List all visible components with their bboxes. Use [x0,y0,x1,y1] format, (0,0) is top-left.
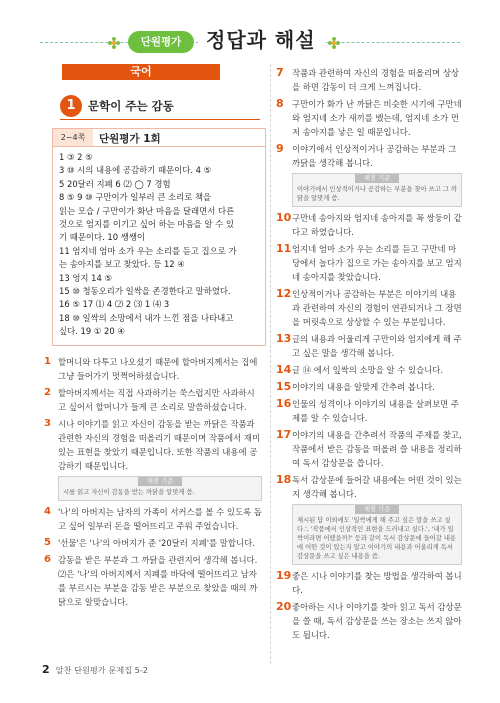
item-text: 독서 감상문에 들어갈 내용에는 어떤 것이 있는지 생각해 봅니다. [292,475,462,499]
answer-row: 18 ⑩ 일싹의 소망에서 내가 느낀 점을 나타내고 [59,312,234,323]
answer-row: 싶다. 19 ① 20 ④ [59,326,125,337]
grading-criteria-label: 채점 기준 [355,174,399,183]
grading-criteria-text: 시를 읽고 자신이 감동을 받는 까닭을 알맞게 씀. [63,489,195,496]
explanation-list-right [276,66,462,645]
item-text: 인상적이거나 공감하는 부분은 이야기의 내용과 관련하여 자신의 경험이 연관되거나 그 장면을 머릿속으로 상상할 수 있는 부분입니다. [292,289,462,327]
answer-row: 기 때문이다. 10 쌩쌩이 [59,232,146,243]
item-text: 좋은 시나 이야기를 찾는 방법을 생각하여 봅니다. [292,571,462,595]
item-text: '선물'은 '나'의 아버지가 준 '20달러 지폐'를 말합니다. [58,538,255,548]
item-number: 14 [276,363,292,376]
explanation-item [44,355,262,383]
item-number: 15 [276,380,292,393]
grading-criteria-label: 채점 기준 [138,477,182,486]
subject-label: 국어 [62,64,220,80]
answer-row: 3 ⑩ 시의 내용에 공감하기 때문이다. 4 ⑤ [59,165,212,176]
explanation-item [44,553,262,609]
test-label: 단원평가 1회 [99,133,161,145]
item-number: 17 [276,428,292,441]
item-text: 할아버지께서는 직접 사과하기는 쑥스럽지만 사과하시고 싶어서 할머니가 들게 큰 소리로 말씀하셨습니다. [58,388,255,412]
grading-criteria-text: 제시된 답 이외에도 '일싹에게 해 주고 싶은 말을 쓰고 싶다.', '작품에서 인상적인 표현을 드러내고 싶다.', '내가 일싹이라면 어땠을까?' 등과 같이 독서 감상문에 들어갈 내용에 어떤 것이 있는지 알고 이야기의 내용과 어울리게 독서 감상문을 쓰고 싶은 내용을 씀. [297,517,456,560]
item-number: 1 [44,356,51,367]
item-text: 구만네 송아지와 엄지네 송아지를 꼭 쌍둥이 같다고 하였습니다. [292,213,462,237]
unit-number: 1 [60,95,82,117]
answer-row: 1 ③ 2 ⑤ [59,152,93,162]
explanation-item [276,287,462,329]
explanation-list-left [44,355,262,612]
item-text: 이야기에서 인상적이거나 공감하는 부분과 그 까닭을 생각해 봅니다. [292,144,457,168]
explanation-item [44,386,262,414]
page-header [0,22,500,62]
explanation-item [276,142,462,170]
item-number: 10 [276,211,292,224]
explanation-item [276,97,462,139]
item-number: 8 [276,97,284,110]
item-text: 작품과 관련하여 자신의 경험을 떠올리며 상상을 하면 감동이 더 크게 느껴집니다. [292,68,460,92]
answer-row: 15 ⑩ 청동오리가 일싹을 존경한다고 말하였다. [59,286,231,297]
explanation-item [276,332,462,360]
answer-row: 것으로 엄지를 이기고 싶어 하는 마음을 알 수 있 [59,219,235,230]
item-number: 18 [276,473,292,486]
item-number: 9 [276,142,284,155]
item-number: 19 [276,569,292,582]
book-title: 알찬 단원평가 문제집 5-2 [55,665,149,675]
item-number: 3 [44,418,51,429]
explanation-item [276,569,462,597]
item-text: 엄지네 엄마 소가 우는 소리를 듣고 구만네 마당에서 놀다가 집으로 가는 송아지를 보고 엄지네 송아지를 찾았습니다. [292,244,462,282]
item-number: 13 [276,332,292,345]
answer-box-header [53,129,265,147]
explanation-item [276,363,462,377]
column-divider [270,64,271,664]
unit-test-badge: 단원평가 [128,31,194,53]
explanation-item [276,242,462,284]
answer-row: 16 ⑤ 17 ⑴ 4 ⑵ 2 ⑶ 1 ⑷ 3 [59,299,170,310]
grading-criteria-box [292,173,462,207]
item-number: 4 [44,506,51,517]
item-text: 할머니와 다투고 나오셨기 때문에 할아버지께서는 집에 그냥 들어가기 멋쩍어하셨습니다. [58,357,258,381]
item-number: 16 [276,397,292,410]
unit-heading [60,95,260,119]
grading-criteria-box [292,504,462,565]
item-number: 7 [276,66,284,79]
answer-row: 13 엉지 14 ⑤ [59,272,112,283]
item-text: 이야기의 내용을 간추려서 작품의 주제를 찾고, 작품에서 받은 감동을 떠올려 쓸 내용을 정리하여 독서 감상문을 씁니다. [292,430,462,468]
item-text: 감동을 받은 부분과 그 까닭을 관련지어 생각해 봅니다. ⑵은 '나'의 아버지께서 지폐를 바닥에 떨어뜨리고 남자를 부르시는 부분을 감동 받은 부분으로 찾았을 때의 까닭으로 알맞습니다. [58,555,258,607]
explanation-item [276,380,462,394]
page-number: 2 [42,663,50,676]
grading-criteria-label: 채점 기준 [355,505,399,514]
explanation-item [276,211,462,239]
answer-row: 11 엄지네 엄마 소가 우는 소리를 듣고 집으로 가 [59,245,237,256]
page-title: 정답과 해설 [198,24,324,53]
grading-criteria-text: 이야기에서 인상적이거나 공감하는 부분을 찾아 쓰고 그 까닭을 알맞게 씀. [297,186,457,202]
explanation-item [44,536,262,550]
item-text: 글 ⑭ 에서 잎싹의 소망을 알 수 있습니다. [292,365,444,375]
item-text: 시나 이야기를 읽고 자신이 감동을 받는 까닭은 작품과 관련한 자신의 경험을 떠올리기 때문이며 작품에서 재미있는 표현을 찾았기 때문입니다. 또한 작품의 내용에 공감하기 때문입니다. [58,419,261,471]
item-number: 6 [44,554,51,565]
unit-title: 문학이 주는 감동 [88,99,174,113]
item-text: '나'의 아버지는 남자의 가족이 서커스를 볼 수 있도록 돕고 싶어 일부러 돈을 떨어뜨리고 주워 주었습니다. [58,507,262,531]
explanation-item [44,417,262,473]
answer-list [59,151,261,339]
item-text: 이야기의 내용을 알맞게 간추려 봅니다. [292,382,435,392]
item-text: 글의 내용과 어울리게 구만이와 엄지에게 해 주고 싶은 말을 생각해 봅니다. [292,334,462,358]
item-number: 20 [276,600,292,613]
answer-row: 는 송아지를 보고 찾았다. 등 12 ④ [59,259,185,270]
grading-criteria-box [58,476,262,501]
item-text: 구만이가 화가 난 까닭은 비슷한 시기에 구만네와 엄지네 소가 새끼를 뱄는데, 엄지네 소가 먼저 송아지를 낳은 일 때문입니다. [292,99,462,137]
answer-box [52,128,266,346]
unit-underline [60,119,260,120]
explanation-item [276,600,462,642]
explanation-item [276,428,462,470]
explanation-item [276,473,462,501]
item-text: 인물의 성격이나 이야기의 내용을 살펴보면 주제를 알 수 있습니다. [292,399,460,423]
flower-icon [108,37,120,49]
explanation-item [276,66,462,94]
item-number: 5 [44,537,51,548]
flower-icon [328,37,340,49]
item-number: 2 [44,387,51,398]
explanation-item [276,397,462,425]
item-text: 좋아하는 시나 이야기를 찾아 읽고 독서 감상문을 쓸 때, 독서 감상문을 쓰는 장소는 쓰지 않아도 됩니다. [292,602,462,640]
answer-row: 5 20달러 지폐 6 ⑵ ◯ 7 경험 [59,178,171,189]
item-number: 11 [276,242,292,255]
explanation-item [44,505,262,533]
answer-row: 읽는 모습 / 구만이가 화난 마음을 달래면서 다른 [59,205,235,216]
answer-row: 8 ⑤ 9 ⑩ 구만이가 일부러 큰 소리로 책을 [59,192,212,203]
page-footer [42,663,148,676]
item-number: 12 [276,287,292,300]
page-range-tab: 2~4쪽 [53,129,93,146]
